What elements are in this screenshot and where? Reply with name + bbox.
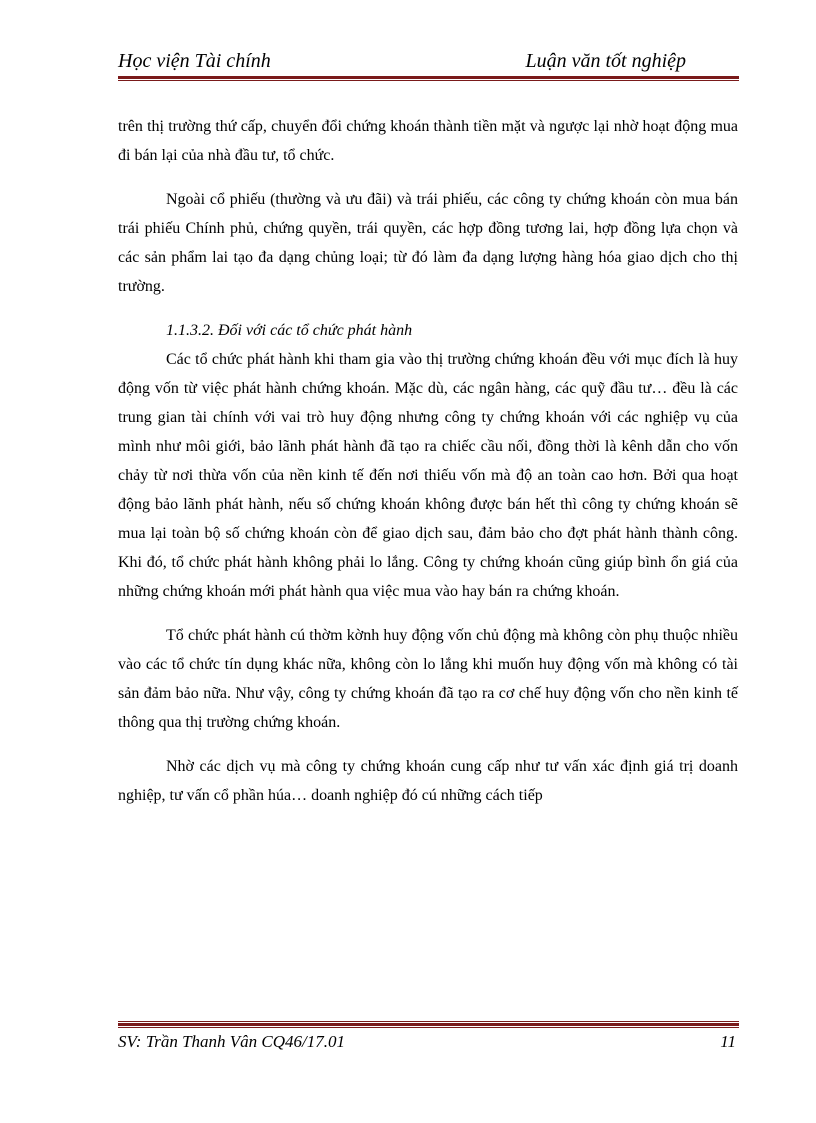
paragraph-gap (118, 170, 738, 185)
page-number: 11 (720, 1032, 736, 1051)
page-header (118, 48, 738, 76)
footer-student: SV: Trần Thanh Vân CQ46/17.01 (118, 1032, 346, 1051)
paragraph-2: Ngoài cổ phiếu (thường và ưu đãi) và trái phiếu, các công ty chứng khoán còn mua bán trái phiếu Chính phủ, chứng quyền, trái quyền, các hợp đồng tương lai, hợp đồng lựa chọn và các sản phẩm lai tạo đa dạng chủng loại; từ đó làm đa dạng lượng hàng hóa giao dịch cho thị trường. (118, 191, 738, 295)
footer-rule-thin-top (118, 1021, 739, 1022)
footer-rule-thin-bottom (118, 1027, 739, 1028)
header-document-type: Luận văn tốt nghiệp (525, 50, 686, 72)
footer-rule-thick (118, 1023, 739, 1026)
paragraph-gap (118, 301, 738, 316)
section-subheading: 1.1.3.2. Đối với các tổ chức phát hành (166, 322, 413, 339)
page-body (118, 112, 738, 810)
header-institution: Học viện Tài chính (118, 50, 271, 72)
paragraph-3: Các tổ chức phát hành khi tham gia vào thị trường chứng khoán đều với mục đích là huy động vốn từ việc phát hành chứng khoán. Mặc dù, các ngân hàng, các quỹ đầu tư… đều là các trung gian tài chính với vai trò huy động nhưng công ty chứng khoán với các nghiệp vụ của mình như môi giới, bảo lãnh phát hành đã tạo ra chiếc cầu nối, đồng thời là kênh dẫn cho vốn chảy từ nơi thừa vốn của nền kinh tế đến nơi thiếu vốn mà độ an toàn cao hơn. Bởi qua hoạt động bảo lãnh phát hành, nếu số chứng khoán không được bán hết thì công ty chứng khoán sẽ mua lại toàn bộ số chứng khoán còn để giao dịch sau, đảm bảo cho đợt phát hành thành công. Khi đó, tổ chức phát hành không phải lo lắng. Công ty chứng khoán cũng giúp bình ổn giá của những chứng khoán mới phát hành qua việc mua vào hay bán ra chứng khoán. (118, 351, 738, 600)
paragraph-4: Tổ chức phát hành cú thờm kờnh huy động vốn chủ động mà không còn phụ thuộc nhiều vào các tổ chức tín dụng khác nữa, không còn lo lắng khi muốn huy động vốn mà không có tài sản đảm bảo nữa. Như vậy, công ty chứng khoán đã tạo ra cơ chế huy động vốn cho nền kinh tế thông qua thị trường chứng khoán. (118, 627, 738, 731)
header-rule-thin (118, 80, 739, 81)
header-rule-thick (118, 76, 739, 79)
paragraph-gap (118, 606, 738, 621)
footer-rule (118, 1021, 739, 1029)
header-rule (118, 76, 739, 82)
paragraph-1: trên thị trường thứ cấp, chuyển đổi chứng khoán thành tiền mặt và ngược lại nhờ hoạt động mua đi bán lại của nhà đầu tư, tổ chức. (118, 118, 738, 164)
paragraph-gap (118, 737, 738, 752)
paragraph-5: Nhờ các dịch vụ mà công ty chứng khoán cung cấp như tư vấn xác định giá trị doanh nghiệp, tư vấn cổ phần húa… doanh nghiệp đó cú những cách tiếp (118, 758, 738, 804)
